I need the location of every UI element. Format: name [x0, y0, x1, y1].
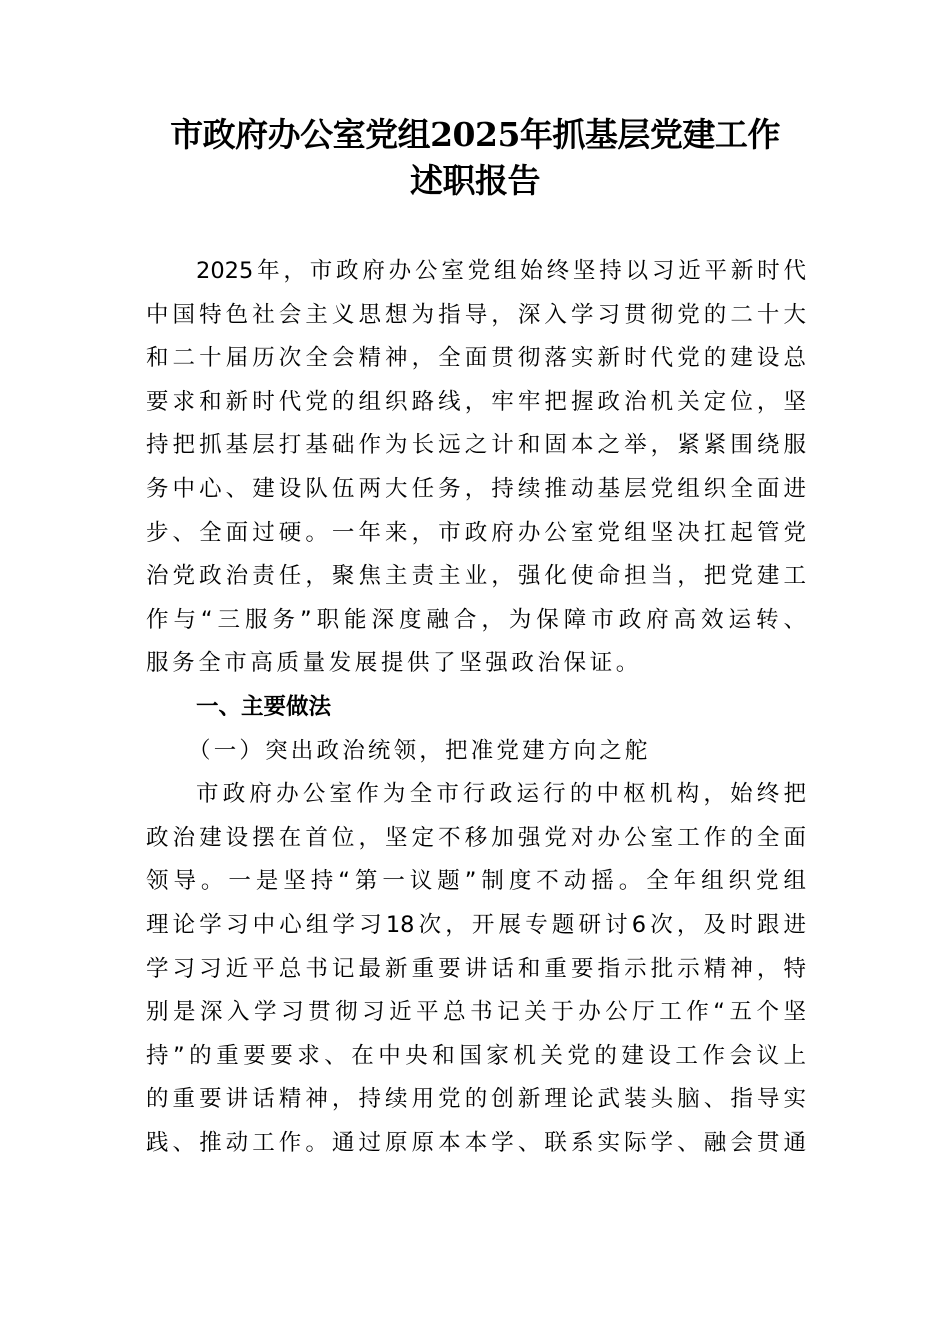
text-line: 务中心、建设队伍两大任务，持续推动基层党组织全面进 [146, 475, 806, 502]
text-line: 和二十届历次全会精神，全面贯彻落实新时代党的建设总 [146, 345, 806, 372]
text-line: 步、全面过硬。一年来，市政府办公室党组坚决扛起管党 [146, 519, 806, 546]
document-title [140, 112, 810, 204]
text-line: 理论学习中心组学习18次，开展专题研讨6次，及时跟进 [146, 911, 806, 938]
text-line: 政治建设摆在首位，坚定不移加强党对办公室工作的全面 [146, 824, 806, 851]
document-body [146, 250, 806, 1165]
subsection-heading: （一）突出政治统领，把准党建方向之舵 [188, 737, 651, 764]
text-line: 学习习近平总书记最新重要讲话和重要指示批示精神，特 [146, 955, 806, 982]
section-heading: 一、主要做法 [196, 693, 332, 720]
intro-paragraph [146, 250, 806, 686]
text-line: 持”的重要要求、在中央和国家机关党的建设工作会议上 [146, 1042, 806, 1069]
section-paragraph [146, 773, 806, 1165]
text-line: 服务全市高质量发展提供了坚强政治保证。 [146, 650, 642, 677]
title-line-1: 市政府办公室党组2025年抓基层党建工作 [170, 115, 780, 154]
text-line: 2025年，市政府办公室党组始终坚持以习近平新时代 [196, 258, 806, 284]
text-line: 作与“三服务”职能深度融合，为保障市政府高效运转、 [146, 606, 806, 633]
text-line: 持把抓基层打基础作为长远之计和固本之举，紧紧围绕服 [146, 432, 806, 459]
text-line: 市政府办公室作为全市行政运行的中枢机构，始终把 [196, 781, 806, 808]
text-line: 践、推动工作。通过原原本本学、联系实际学、融会贯通 [146, 1129, 806, 1156]
title-line-2: 述职报告 [410, 161, 540, 200]
text-line: 要求和新时代党的组织路线，牢牢把握政治机关定位，坚 [146, 388, 806, 415]
text-line: 治党政治责任，聚焦主责主业，强化使命担当，把党建工 [146, 563, 806, 590]
text-line: 别是深入学习贯彻习近平总书记关于办公厅工作“五个坚 [146, 999, 806, 1026]
text-line: 领导。一是坚持“第一议题”制度不动摇。全年组织党组 [146, 868, 806, 895]
text-line: 中国特色社会主义思想为指导，深入学习贯彻党的二十大 [146, 301, 806, 328]
text-line: 的重要讲话精神，持续用党的创新理论武装头脑、指导实 [146, 1086, 806, 1113]
